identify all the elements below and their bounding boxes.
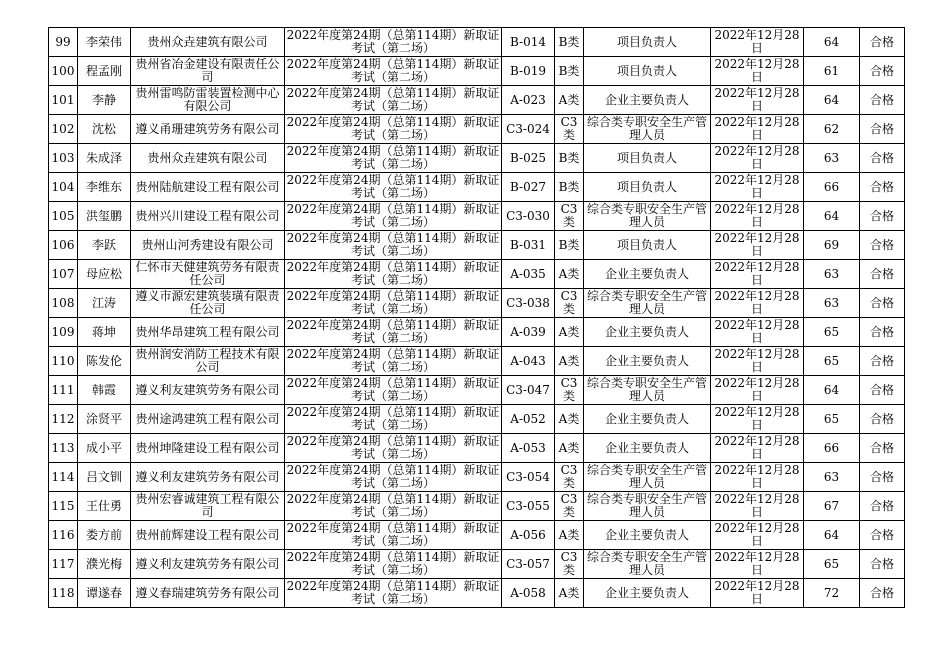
exam-date-cell: 2022年12月28日 (711, 144, 804, 173)
table-row (49, 550, 905, 579)
exam-score-cell: 63 (804, 144, 860, 173)
exam-session-cell: 2022年度第24期（总第114期）新取证考试（第二场） (285, 144, 502, 173)
exam-session-cell: 2022年度第24期（总第114期）新取证考试（第二场） (285, 115, 502, 144)
company-name-cell: 贵州众垚建筑有限公司 (131, 28, 285, 57)
person-name-cell: 吕文钏 (78, 463, 131, 492)
person-name-cell: 娄方前 (78, 521, 131, 550)
exam-date-cell: 2022年12月28日 (711, 347, 804, 376)
exam-date-cell: 2022年12月28日 (711, 289, 804, 318)
row-number-cell: 103 (49, 144, 78, 173)
company-name-cell: 遵义市源宏建筑装璜有限责任公司 (131, 289, 285, 318)
company-name-cell: 贵州途鸿建筑工程有限公司 (131, 405, 285, 434)
table-row (49, 57, 905, 86)
person-name-cell: 李荣伟 (78, 28, 131, 57)
person-name-cell: 朱成泽 (78, 144, 131, 173)
table-row (49, 376, 905, 405)
exam-session-cell: 2022年度第24期（总第114期）新取证考试（第二场） (285, 405, 502, 434)
table-row (49, 231, 905, 260)
exam-score-cell: 64 (804, 86, 860, 115)
exam-result-cell: 合格 (860, 347, 905, 376)
exam-session-cell: 2022年度第24期（总第114期）新取证考试（第二场） (285, 202, 502, 231)
company-name-cell: 贵州宏睿诚建筑工程有限公司 (131, 492, 285, 521)
company-name-cell: 贵州华昂建筑工程有限公司 (131, 318, 285, 347)
table-row (49, 289, 905, 318)
exam-result-cell: 合格 (860, 434, 905, 463)
exam-score-cell: 65 (804, 550, 860, 579)
exam-result-cell: 合格 (860, 405, 905, 434)
position-type-cell: 综合类专职安全生产管理人员 (584, 550, 711, 579)
row-number-cell: 109 (49, 318, 78, 347)
exam-session-cell: 2022年度第24期（总第114期）新取证考试（第二场） (285, 463, 502, 492)
exam-session-cell: 2022年度第24期（总第114期）新取证考试（第二场） (285, 260, 502, 289)
exam-code-cell: C3-038 (502, 289, 555, 318)
exam-result-cell: 合格 (860, 231, 905, 260)
person-name-cell: 洪玺鹏 (78, 202, 131, 231)
category-cell: A类 (555, 347, 584, 376)
company-name-cell: 贵州山河秀建设有限公司 (131, 231, 285, 260)
exam-date-cell: 2022年12月28日 (711, 434, 804, 463)
position-type-cell: 项目负责人 (584, 144, 711, 173)
exam-score-cell: 62 (804, 115, 860, 144)
exam-session-cell: 2022年度第24期（总第114期）新取证考试（第二场） (285, 347, 502, 376)
row-number-cell: 100 (49, 57, 78, 86)
exam-score-cell: 72 (804, 579, 860, 608)
row-number-cell: 113 (49, 434, 78, 463)
exam-code-cell: C3-054 (502, 463, 555, 492)
exam-session-cell: 2022年度第24期（总第114期）新取证考试（第二场） (285, 492, 502, 521)
category-cell: B类 (555, 57, 584, 86)
position-type-cell: 项目负责人 (584, 173, 711, 202)
table-row (49, 173, 905, 202)
person-name-cell: 李跃 (78, 231, 131, 260)
exam-code-cell: C3-047 (502, 376, 555, 405)
exam-date-cell: 2022年12月28日 (711, 260, 804, 289)
exam-date-cell: 2022年12月28日 (711, 202, 804, 231)
exam-result-cell: 合格 (860, 376, 905, 405)
row-number-cell: 115 (49, 492, 78, 521)
exam-session-cell: 2022年度第24期（总第114期）新取证考试（第二场） (285, 28, 502, 57)
company-name-cell: 遵义利友建筑劳务有限公司 (131, 550, 285, 579)
position-type-cell: 项目负责人 (584, 28, 711, 57)
company-name-cell: 贵州坤隆建设工程有限公司 (131, 434, 285, 463)
exam-result-cell: 合格 (860, 550, 905, 579)
person-name-cell: 沈松 (78, 115, 131, 144)
exam-score-cell: 66 (804, 173, 860, 202)
exam-score-cell: 66 (804, 434, 860, 463)
exam-date-cell: 2022年12月28日 (711, 376, 804, 405)
position-type-cell: 企业主要负责人 (584, 579, 711, 608)
exam-session-cell: 2022年度第24期（总第114期）新取证考试（第二场） (285, 86, 502, 115)
position-type-cell: 项目负责人 (584, 57, 711, 86)
position-type-cell: 项目负责人 (584, 231, 711, 260)
exam-code-cell: A-052 (502, 405, 555, 434)
category-cell: C3类 (555, 550, 584, 579)
position-type-cell: 综合类专职安全生产管理人员 (584, 202, 711, 231)
company-name-cell: 仁怀市天健建筑劳务有限责任公司 (131, 260, 285, 289)
position-type-cell: 综合类专职安全生产管理人员 (584, 289, 711, 318)
exam-date-cell: 2022年12月28日 (711, 86, 804, 115)
position-type-cell: 企业主要负责人 (584, 260, 711, 289)
row-number-cell: 105 (49, 202, 78, 231)
person-name-cell: 李维东 (78, 173, 131, 202)
person-name-cell: 陈发伦 (78, 347, 131, 376)
table-row (49, 347, 905, 376)
position-type-cell: 综合类专职安全生产管理人员 (584, 115, 711, 144)
exam-result-cell: 合格 (860, 173, 905, 202)
exam-code-cell: B-025 (502, 144, 555, 173)
category-cell: A类 (555, 434, 584, 463)
row-number-cell: 116 (49, 521, 78, 550)
position-type-cell: 企业主要负责人 (584, 86, 711, 115)
person-name-cell: 李静 (78, 86, 131, 115)
exam-session-cell: 2022年度第24期（总第114期）新取证考试（第二场） (285, 231, 502, 260)
exam-code-cell: B-019 (502, 57, 555, 86)
person-name-cell: 涂贤平 (78, 405, 131, 434)
exam-result-cell: 合格 (860, 579, 905, 608)
exam-code-cell: C3-057 (502, 550, 555, 579)
table-row (49, 521, 905, 550)
exam-code-cell: A-039 (502, 318, 555, 347)
company-name-cell: 贵州众垚建筑有限公司 (131, 144, 285, 173)
exam-session-cell: 2022年度第24期（总第114期）新取证考试（第二场） (285, 550, 502, 579)
table-row (49, 579, 905, 608)
company-name-cell: 遵义利友建筑劳务有限公司 (131, 376, 285, 405)
category-cell: A类 (555, 405, 584, 434)
exam-session-cell: 2022年度第24期（总第114期）新取证考试（第二场） (285, 289, 502, 318)
exam-score-cell: 63 (804, 289, 860, 318)
exam-date-cell: 2022年12月28日 (711, 115, 804, 144)
category-cell: C3类 (555, 463, 584, 492)
category-cell: A类 (555, 521, 584, 550)
exam-score-cell: 63 (804, 463, 860, 492)
company-name-cell: 贵州陆航建设工程有限公司 (131, 173, 285, 202)
exam-date-cell: 2022年12月28日 (711, 173, 804, 202)
exam-code-cell: C3-024 (502, 115, 555, 144)
exam-score-cell: 61 (804, 57, 860, 86)
exam-result-cell: 合格 (860, 86, 905, 115)
company-name-cell: 贵州润安消防工程技术有限公司 (131, 347, 285, 376)
exam-result-cell: 合格 (860, 28, 905, 57)
position-type-cell: 企业主要负责人 (584, 347, 711, 376)
category-cell: C3类 (555, 492, 584, 521)
category-cell: B类 (555, 144, 584, 173)
category-cell: C3类 (555, 289, 584, 318)
exam-date-cell: 2022年12月28日 (711, 492, 804, 521)
category-cell: A类 (555, 318, 584, 347)
exam-session-cell: 2022年度第24期（总第114期）新取证考试（第二场） (285, 579, 502, 608)
table-row (49, 405, 905, 434)
table-row (49, 144, 905, 173)
table-row (49, 463, 905, 492)
category-cell: B类 (555, 231, 584, 260)
exam-result-cell: 合格 (860, 144, 905, 173)
exam-score-cell: 65 (804, 405, 860, 434)
category-cell: A类 (555, 579, 584, 608)
exam-date-cell: 2022年12月28日 (711, 231, 804, 260)
exam-session-cell: 2022年度第24期（总第114期）新取证考试（第二场） (285, 521, 502, 550)
exam-date-cell: 2022年12月28日 (711, 579, 804, 608)
category-cell: C3类 (555, 202, 584, 231)
exam-date-cell: 2022年12月28日 (711, 463, 804, 492)
row-number-cell: 99 (49, 28, 78, 57)
category-cell: C3类 (555, 115, 584, 144)
row-number-cell: 102 (49, 115, 78, 144)
person-name-cell: 王仕勇 (78, 492, 131, 521)
exam-session-cell: 2022年度第24期（总第114期）新取证考试（第二场） (285, 173, 502, 202)
exam-code-cell: A-056 (502, 521, 555, 550)
table-row (49, 260, 905, 289)
row-number-cell: 118 (49, 579, 78, 608)
exam-score-cell: 63 (804, 260, 860, 289)
exam-code-cell: A-053 (502, 434, 555, 463)
row-number-cell: 111 (49, 376, 78, 405)
exam-result-cell: 合格 (860, 463, 905, 492)
person-name-cell: 母应松 (78, 260, 131, 289)
exam-result-cell: 合格 (860, 202, 905, 231)
exam-code-cell: C3-030 (502, 202, 555, 231)
company-name-cell: 贵州雷鸣防雷装置检测中心有限公司 (131, 86, 285, 115)
exam-code-cell: B-014 (502, 28, 555, 57)
row-number-cell: 107 (49, 260, 78, 289)
person-name-cell: 成小平 (78, 434, 131, 463)
exam-code-cell: C3-055 (502, 492, 555, 521)
results-table (48, 27, 905, 608)
row-number-cell: 101 (49, 86, 78, 115)
table-row (49, 492, 905, 521)
exam-date-cell: 2022年12月28日 (711, 28, 804, 57)
person-name-cell: 濮光梅 (78, 550, 131, 579)
person-name-cell: 程孟刚 (78, 57, 131, 86)
category-cell: A类 (555, 86, 584, 115)
table-row (49, 318, 905, 347)
exam-result-cell: 合格 (860, 289, 905, 318)
exam-code-cell: A-035 (502, 260, 555, 289)
exam-score-cell: 65 (804, 318, 860, 347)
exam-date-cell: 2022年12月28日 (711, 550, 804, 579)
person-name-cell: 谭遂春 (78, 579, 131, 608)
exam-score-cell: 64 (804, 376, 860, 405)
exam-code-cell: A-023 (502, 86, 555, 115)
exam-score-cell: 65 (804, 347, 860, 376)
row-number-cell: 112 (49, 405, 78, 434)
row-number-cell: 117 (49, 550, 78, 579)
exam-result-cell: 合格 (860, 521, 905, 550)
exam-code-cell: B-031 (502, 231, 555, 260)
position-type-cell: 企业主要负责人 (584, 521, 711, 550)
category-cell: C3类 (555, 376, 584, 405)
category-cell: A类 (555, 260, 584, 289)
position-type-cell: 企业主要负责人 (584, 318, 711, 347)
company-name-cell: 贵州省冶金建设有限责任公司 (131, 57, 285, 86)
exam-result-cell: 合格 (860, 260, 905, 289)
exam-code-cell: B-027 (502, 173, 555, 202)
exam-date-cell: 2022年12月28日 (711, 405, 804, 434)
table-body (49, 28, 905, 608)
exam-session-cell: 2022年度第24期（总第114期）新取证考试（第二场） (285, 318, 502, 347)
company-name-cell: 贵州前辉建设工程有限公司 (131, 521, 285, 550)
position-type-cell: 企业主要负责人 (584, 405, 711, 434)
row-number-cell: 108 (49, 289, 78, 318)
exam-date-cell: 2022年12月28日 (711, 57, 804, 86)
person-name-cell: 江涛 (78, 289, 131, 318)
exam-score-cell: 64 (804, 28, 860, 57)
company-name-cell: 遵义甬珊建筑劳务有限公司 (131, 115, 285, 144)
table-row (49, 115, 905, 144)
exam-score-cell: 69 (804, 231, 860, 260)
exam-score-cell: 64 (804, 202, 860, 231)
exam-date-cell: 2022年12月28日 (711, 318, 804, 347)
table-row (49, 28, 905, 57)
category-cell: B类 (555, 173, 584, 202)
row-number-cell: 114 (49, 463, 78, 492)
position-type-cell: 企业主要负责人 (584, 434, 711, 463)
row-number-cell: 110 (49, 347, 78, 376)
company-name-cell: 遵义春瑞建筑劳务有限公司 (131, 579, 285, 608)
company-name-cell: 贵州兴川建设工程有限公司 (131, 202, 285, 231)
exam-session-cell: 2022年度第24期（总第114期）新取证考试（第二场） (285, 57, 502, 86)
person-name-cell: 韩霞 (78, 376, 131, 405)
row-number-cell: 106 (49, 231, 78, 260)
table-row (49, 434, 905, 463)
person-name-cell: 蒋坤 (78, 318, 131, 347)
table-row (49, 86, 905, 115)
exam-result-cell: 合格 (860, 57, 905, 86)
exam-score-cell: 67 (804, 492, 860, 521)
exam-result-cell: 合格 (860, 492, 905, 521)
position-type-cell: 综合类专职安全生产管理人员 (584, 492, 711, 521)
exam-date-cell: 2022年12月28日 (711, 521, 804, 550)
category-cell: B类 (555, 28, 584, 57)
exam-code-cell: A-043 (502, 347, 555, 376)
exam-session-cell: 2022年度第24期（总第114期）新取证考试（第二场） (285, 376, 502, 405)
exam-session-cell: 2022年度第24期（总第114期）新取证考试（第二场） (285, 434, 502, 463)
company-name-cell: 遵义利友建筑劳务有限公司 (131, 463, 285, 492)
position-type-cell: 综合类专职安全生产管理人员 (584, 376, 711, 405)
exam-result-cell: 合格 (860, 318, 905, 347)
exam-score-cell: 64 (804, 521, 860, 550)
exam-result-cell: 合格 (860, 115, 905, 144)
table-row (49, 202, 905, 231)
row-number-cell: 104 (49, 173, 78, 202)
position-type-cell: 综合类专职安全生产管理人员 (584, 463, 711, 492)
exam-code-cell: A-058 (502, 579, 555, 608)
